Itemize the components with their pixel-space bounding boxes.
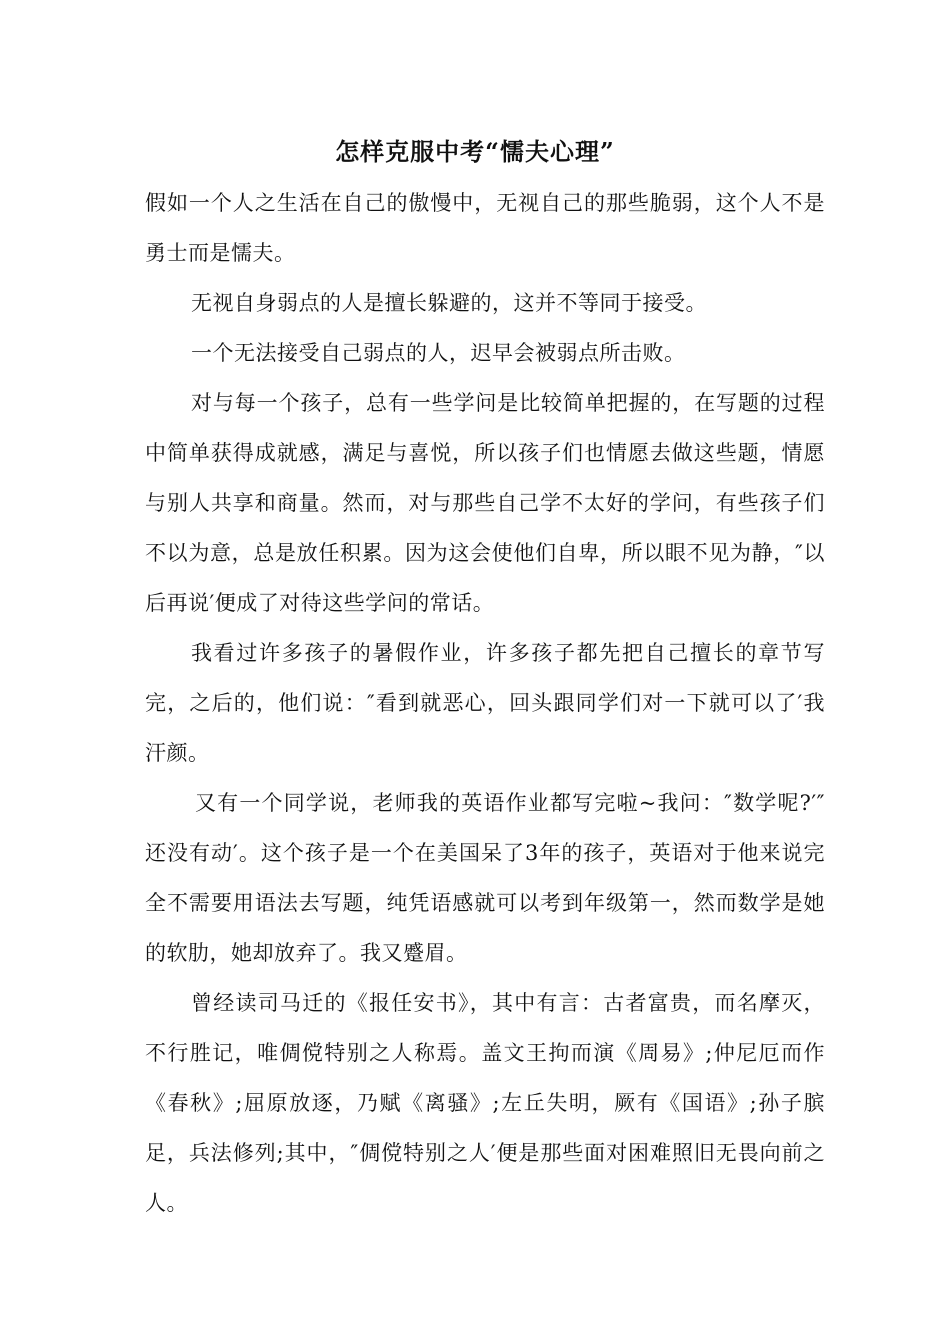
paragraph-3: 一个无法接受自己弱点的人，迟早会被弱点所击败。: [191, 341, 686, 365]
paragraph-7: 曾经读司马迁的《报任安书》，其中有言：古者富贵，而名摩灭，不行胜记，唯倜傥特别之人称焉。盖文王拘而演《周易》;仲尼厄而作《春秋》;屈原放逐，乃赋《离骚》;左丘失明，厥有《国语》;孙子膑足，兵法修列;其中，″倜傥特别之人′便是那些面对困难照旧无畏向前之人。: [145, 991, 825, 1215]
document-title: 怎样克服中考“懦夫心理”: [335, 137, 615, 166]
paragraph-1: 假如一个人之生活在自己的傲慢中，无视自己的那些脆弱，这个人不是勇士而是懦夫。: [145, 191, 825, 265]
paragraph-2: 无视自身弱点的人是擅长躲避的，这并不等同于接受。: [191, 291, 707, 315]
paragraph-5: 我看过许多孩子的暑假作业，许多孩子都先把自己擅长的章节写完，之后的，他们说：″看到就恶心，回头跟同学们对一下就可以了′我汗颜。: [145, 641, 825, 765]
paragraph-4: 对与每一个孩子，总有一些学问是比较简单把握的，在写题的过程中简单获得成就感，满足与喜悦，所以孩子们也情愿去做这些题，情愿与别人共享和商量。然而，对与那些自己学不太好的学问，有些孩子们不以为意，总是放任积累。因为这会使他们自卑，所以眼不见为静，″以后再说′便成了对待这些学问的常话。: [145, 391, 825, 615]
document-body: [145, 178, 825, 1228]
paragraph-6: 又有一个同学说，老师我的英语作业都写完啦~我问：″数学呢?′″还没有动′。这个孩子是一个在美国呆了3年的孩子，英语对于他来说完全不需要用语法去写题，纯凭语感就可以考到年级第一，然而数学是她的软肋，她却放弃了。我又蹙眉。: [145, 791, 825, 965]
